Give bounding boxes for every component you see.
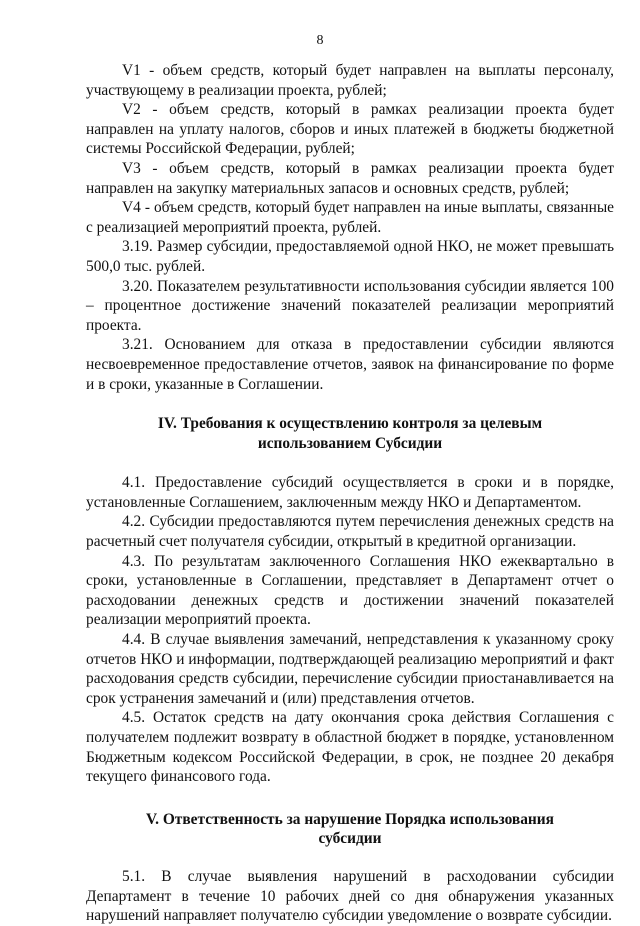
paragraph-v3: V3 - объем средств, который в рамках реализации проекта будет направлен на закупку материальных запасов и основных средств, рублей; <box>86 159 614 197</box>
document-body <box>86 61 614 926</box>
paragraph-5-1: 5.1. В случае выявления нарушений в расходовании субсидии Департамент в течение 10 рабочих дней со дня обнаружения указанных нарушений направляет получателю субсидии уведомление о возврате субсидии. <box>86 867 614 925</box>
section-4 <box>86 414 614 787</box>
paragraph-4-3: 4.3. По результатам заключенного Соглашения НКО ежеквартально в сроки, установленные в Соглашении, представляет в Департамент отчет о расходовании денежных средств и достижении значений показателей реализации мероприятий проекта. <box>86 552 614 629</box>
paragraph-4-1: 4.1. Предоставление субсидий осуществляется в сроки и в порядке, установленные Соглашением, заключенным между НКО и Департаментом. <box>86 474 614 511</box>
paragraph-4-4: 4.4. В случае выявления замечаний, непредставления к указанному сроку отчетов НКО и информации, подтверждающей реализацию мероприятий и факт расходования средств субсидии, перечисление субсидии приостанавливается на срок устранения замечаний и (или) представления отчетов. <box>86 631 614 707</box>
section-5-heading: V. Ответственность за нарушение Порядка использования субсидии <box>146 810 554 848</box>
page-number: 8 <box>316 33 324 48</box>
paragraph-v2: V2 - объем средств, который в рамках реализации проекта будет направлен на уплату налогов, сборов и иных платежей в бюджеты бюджетной системы Российской Федерации, рублей; <box>86 101 614 158</box>
paragraph-v1: V1 - объем средств, который будет направлен на выплаты персоналу, участвующему в реализации проекта, рублей; <box>86 62 614 99</box>
paragraph-4-2: 4.2. Субсидии предоставляются путем перечисления денежных средств на расчетный счет получателя субсидии, открытый в кредитной организации. <box>86 513 614 551</box>
paragraph-3-21: 3.21. Основанием для отказа в предоставлении субсидии являются несвоевременное предоставление отчетов, заявок на финансирование по форме и в сроки, указанные в Соглашении. <box>86 336 614 393</box>
paragraph-3-20: 3.20. Показателем результативности использования субсидии является 100 – процентное достижение значений показателей реализации мероприятий проекта. <box>86 277 614 334</box>
section-4-heading: IV. Требования к осуществлению контроля за целевым использованием Субсидии <box>157 415 543 452</box>
paragraph-3-19: 3.19. Размер субсидии, предоставляемой одной НКО, не может превышать 500,0 тыс. рублей. <box>86 238 614 275</box>
intro-section <box>86 61 614 394</box>
section-5 <box>86 810 614 926</box>
paragraph-4-5: 4.5. Остаток средств на дату окончания срока действия Соглашения с получателем подлежит возврату в областной бюджет в порядке, установленном Бюджетным кодексом Российской Федерации, в срок, не позднее 20 декабря текущего финансового года. <box>86 709 614 786</box>
paragraph-v4: V4 - объем средств, который будет направлен на иные выплаты, связанные с реализацией мероприятий проекта, рублей. <box>86 199 614 236</box>
